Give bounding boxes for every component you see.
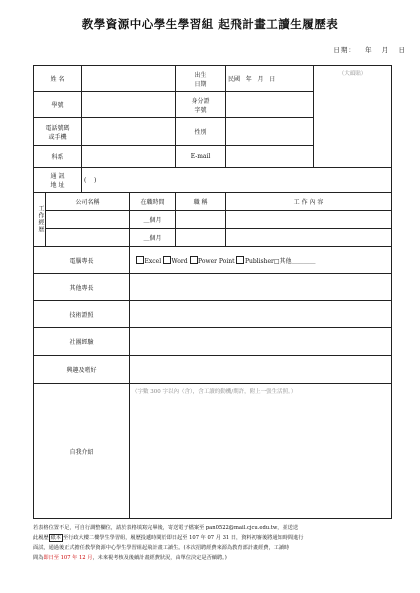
footer-line-1: 若表格位置不足，可自行調整欄位，請於表格填寫完畢後，寄送電子檔案至 pan0522@mail.cjcu.edu.tw，並送送 (33, 525, 299, 531)
phone-label: 電話號碼 或手機 (34, 118, 82, 146)
work-header-content: 工 作 內 容 (226, 193, 392, 211)
date-line: 日期： 年 月 日 (333, 46, 406, 54)
work-header-duration: 在職時間 (130, 193, 176, 211)
powerpoint-checkbox[interactable] (190, 256, 198, 264)
student-id-field[interactable] (82, 92, 176, 118)
club-field[interactable] (130, 328, 392, 356)
excel-checkbox[interactable] (136, 256, 144, 264)
work-title-2[interactable] (176, 229, 226, 247)
hobby-field[interactable] (130, 356, 392, 384)
work-header-company: 公司名稱 (46, 193, 130, 211)
address-field[interactable]: ( ) (82, 168, 392, 193)
computer-label: 電腦專長 (34, 247, 130, 274)
photo-note: （大頭貼） (338, 71, 367, 77)
work-content-1[interactable] (226, 211, 392, 229)
work-title-1[interactable] (176, 211, 226, 229)
phone-field[interactable] (82, 118, 176, 146)
cert-label: 技術證照 (34, 301, 130, 328)
form-title: 教學資源中心學生學習組 起飛計畫工讀生履歷表 (81, 17, 339, 31)
email-label: E-mail (176, 146, 226, 168)
word-checkbox[interactable] (163, 256, 171, 264)
footer-line-4: 間為即日至 107 年 12 月，未來視考核及後續計畫經費狀況，由單位決定是否續聘。) (33, 555, 227, 561)
intro-field[interactable] (130, 384, 392, 519)
club-label: 社團經驗 (34, 328, 130, 356)
work-company-2[interactable] (46, 229, 130, 247)
powerpoint-option: Power Point (198, 257, 235, 265)
work-months-2[interactable]: ＿個月 (130, 229, 176, 247)
name-label: 姓 名 (34, 66, 82, 92)
intro-label: 自我介紹 (34, 384, 130, 519)
cert-field[interactable] (130, 301, 392, 328)
id-label: 身分證 字號 (176, 92, 226, 118)
excel-option: Excel (144, 257, 162, 265)
address-label: 通 訊 地 址 (34, 168, 82, 193)
work-label-cell (34, 193, 46, 247)
work-company-1[interactable] (46, 211, 130, 229)
hobby-label: 興趣及嗜好 (34, 356, 130, 384)
resume-table (33, 65, 392, 519)
computer-options (130, 247, 392, 274)
work-months-1[interactable]: ＿個月 (130, 211, 176, 229)
dept-field[interactable] (82, 146, 176, 168)
footer-notes (33, 523, 391, 563)
word-option: Word (171, 257, 188, 265)
email-field[interactable] (226, 146, 314, 168)
photo-box[interactable] (314, 66, 392, 168)
gender-label: 性別 (176, 118, 226, 146)
intro-hint: （字數 300 字以內（含），含工讀的動機/期許，附上一張生活照。） (132, 389, 297, 395)
other-option[interactable]: □其他＿＿＿＿ (273, 257, 316, 265)
birth-label: 出生 日期 (176, 66, 226, 92)
dept-label: 科系 (34, 146, 82, 168)
birth-field[interactable]: 民國 年 月 日 (226, 66, 314, 92)
work-content-2[interactable] (226, 229, 392, 247)
other-skill-field[interactable] (130, 274, 392, 301)
name-field[interactable] (82, 66, 176, 92)
other-skill-label: 其他專長 (34, 274, 130, 301)
gender-field[interactable] (226, 118, 314, 146)
footer-line-2: 此履歷 紙本 至行政大樓二樓學生學習組，履歷投遞時間於即日起至 107 年 07 月 31 日，資料初審後將通知時間進行 (33, 535, 304, 541)
paper-copy-box: 紙本 (50, 535, 61, 541)
student-id-label: 學號 (34, 92, 82, 118)
publisher-option: Publisher (244, 257, 274, 265)
footer-line-3: 面試，通過後正式擔任教學資源中心學生學習組起飛計畫工讀生。(本次招聘經費來源為教育部計畫經費，工讀時 (33, 545, 290, 551)
employment-period: 即日至 107 年 12 月 (43, 555, 93, 561)
work-header-title: 職 稱 (176, 193, 226, 211)
id-field[interactable] (226, 92, 314, 118)
publisher-checkbox[interactable] (236, 256, 244, 264)
work-label: 工作經歷 (37, 204, 44, 233)
